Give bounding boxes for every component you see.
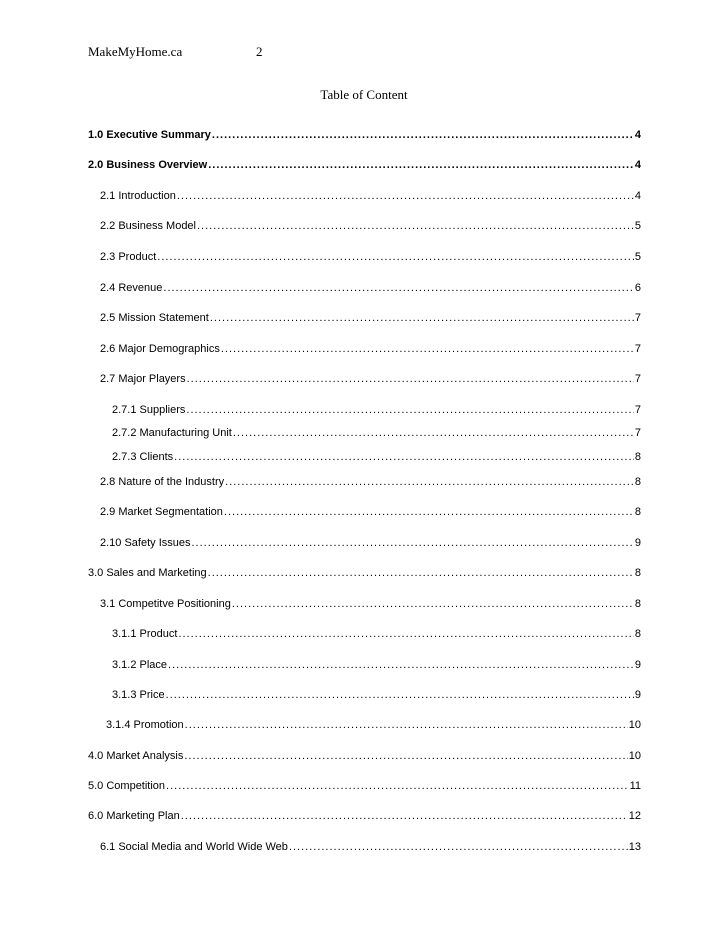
toc-dot-leader [187,372,634,386]
toc-dot-leader [208,566,634,580]
toc-entry-page: 9 [634,659,641,671]
toc-entry-title: 3.1.2 Place [112,659,168,671]
toc-dot-leader [221,342,634,356]
toc-entry-page: 8 [634,628,641,640]
toc-entry[interactable] [88,566,641,580]
toc-entry-page: 10 [628,719,641,731]
toc-entry-page: 7 [634,312,641,324]
toc-entry-page: 9 [634,537,641,549]
toc-entry[interactable] [100,250,641,264]
toc-entry-title: 2.6 Major Demographics [100,343,220,355]
toc-entry[interactable] [88,749,641,763]
toc-entry-title: 2.7 Major Players [100,373,186,385]
toc-dot-leader [178,627,633,641]
toc-entry[interactable] [100,475,641,489]
toc-entry-page: 11 [629,780,641,792]
toc-entry[interactable] [112,627,641,641]
toc-entry-page: 5 [634,251,641,263]
toc-entry-title: 6.1 Social Media and World Wide Web [100,841,288,853]
toc-entry-title: 3.1 Competitve Positioning [100,598,231,610]
toc-entry-page: 4 [634,159,641,171]
toc-entry[interactable] [100,372,641,386]
toc-entry[interactable] [112,450,641,464]
toc-dot-leader [186,403,633,417]
toc-dot-leader [166,779,629,793]
toc-dot-leader [232,597,634,611]
toc-dot-leader [289,840,628,854]
toc-entry-title: 3.1.4 Promotion [106,719,184,731]
toc-entry-page: 7 [634,343,641,355]
toc-entry-title: 4.0 Market Analysis [88,750,184,762]
toc-dot-leader [208,158,634,172]
toc-entry-title: 3.0 Sales and Marketing [88,567,207,579]
toc-entry[interactable] [100,505,641,519]
toc-entry-title: 3.1.3 Price [112,689,165,701]
toc-entry-page: 6 [634,282,641,294]
toc-entry-page: 8 [634,567,641,579]
toc-entry-title: 2.1 Introduction [100,190,176,202]
toc-entry[interactable] [112,658,641,672]
toc-entry-page: 8 [634,598,641,610]
toc-dot-leader [181,809,628,823]
toc-entry-title: 2.8 Nature of the Industry [100,476,225,488]
toc-entry-page: 9 [634,689,641,701]
toc-entry[interactable] [88,779,641,793]
toc-dot-leader [168,658,634,672]
toc-entry-title: 5.0 Competition [88,780,166,792]
toc-entry[interactable] [112,426,641,440]
toc-entry-title: 2.9 Market Segmentation [100,506,223,518]
toc-entry[interactable] [88,809,641,823]
toc-entry[interactable] [100,311,641,325]
running-header [88,44,263,60]
toc-entry[interactable] [106,718,641,732]
toc-entry[interactable] [100,281,641,295]
toc-entry-title: 1.0 Executive Summary [88,129,211,141]
toc-entry-title: 2.5 Mission Statement [100,312,209,324]
toc-dot-leader [224,505,634,519]
toc-entry[interactable] [100,189,641,203]
toc-entry-title: 2.7.1 Suppliers [112,404,186,416]
toc-entry[interactable] [88,128,641,142]
toc-entry-page: 5 [634,220,641,232]
toc-dot-leader [192,536,634,550]
toc-dot-leader [184,749,627,763]
toc-dot-leader [157,250,634,264]
toc-entry[interactable] [88,158,641,172]
toc-entry-page: 4 [634,129,641,141]
toc-entry[interactable] [100,597,641,611]
toc-dot-leader [233,426,634,440]
toc-dot-leader [210,311,634,325]
toc-entry[interactable] [100,536,641,550]
toc-dot-leader [197,219,634,233]
toc-entry-title: 2.10 Safety Issues [100,537,191,549]
toc-entry[interactable] [100,342,641,356]
toc-entry-title: 2.7.2 Manufacturing Unit [112,427,232,439]
toc-entry[interactable] [100,219,641,233]
toc-title: Table of Content [320,87,408,102]
toc-entry-title: 2.0 Business Overview [88,159,208,171]
toc-entry-page: 8 [634,476,641,488]
header-page-number: 2 [256,44,263,59]
toc-entry-page: 8 [634,506,641,518]
toc-entry[interactable] [112,688,641,702]
toc-entry-page: 7 [634,427,641,439]
toc-entry-title: 2.4 Revenue [100,282,163,294]
toc-dot-leader [185,718,628,732]
toc-entry-title: 2.2 Business Model [100,220,196,232]
toc-entry-page: 7 [634,404,641,416]
toc-entry-page: 13 [628,841,641,853]
toc-entry-title: 2.3 Product [100,251,157,263]
header-site-name: MakeMyHome.ca [88,44,183,59]
toc-dot-leader [174,450,634,464]
toc-dot-leader [163,281,633,295]
toc-entry-title: 3.1.1 Product [112,628,178,640]
toc-entry[interactable] [112,403,641,417]
toc-entry-page: 8 [634,451,641,463]
toc-entry-title: 2.7.3 Clients [112,451,174,463]
toc-entry-title: 6.0 Marketing Plan [88,810,180,822]
toc-entry[interactable] [100,840,641,854]
toc-dot-leader [212,128,634,142]
toc-entry-page: 12 [628,810,641,822]
toc-entry-page: 4 [634,190,641,202]
toc-entry-page: 7 [634,373,641,385]
toc-entry-page: 10 [628,750,641,762]
toc-dot-leader [225,475,634,489]
toc-dot-leader [177,189,634,203]
toc-dot-leader [166,688,634,702]
